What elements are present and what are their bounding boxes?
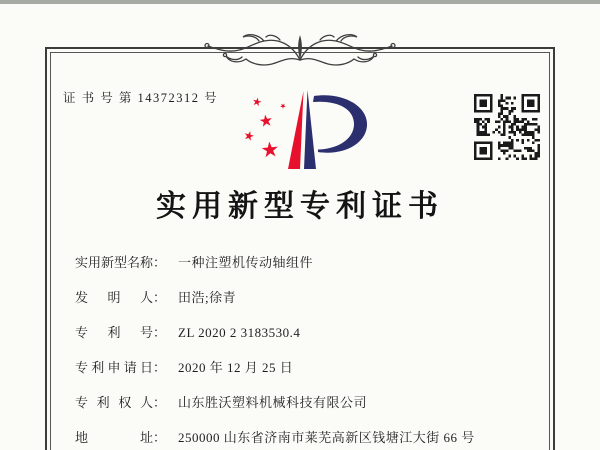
field-value: 250000 山东省济南市莱芜高新区钱塘江大街 66 号 xyxy=(178,430,475,445)
field-label: 专利权人 xyxy=(75,395,153,410)
field-row-patent-no xyxy=(75,326,475,340)
field-row-inventor xyxy=(75,291,475,305)
field-row-name xyxy=(75,256,475,270)
certificate-title: 实用新型专利证书 xyxy=(156,190,444,223)
qr-code xyxy=(474,94,540,160)
field-colon: ： xyxy=(153,360,167,375)
border-flourish-icon xyxy=(194,26,406,68)
field-label: 专利申请日 xyxy=(75,360,153,375)
certificate-fields xyxy=(75,256,475,450)
field-row-patentee xyxy=(75,396,475,410)
field-row-filing-date xyxy=(75,361,475,375)
field-value: 一种注塑机传动轴组件 xyxy=(178,255,314,270)
photo-edge-band xyxy=(0,0,600,4)
cnipa-logo xyxy=(238,85,378,175)
field-value: 田浩;徐青 xyxy=(178,290,237,305)
field-colon: ： xyxy=(153,255,167,270)
field-colon: ： xyxy=(153,325,167,340)
field-label: 地址 xyxy=(75,430,153,445)
field-colon: ： xyxy=(153,395,167,410)
field-label: 发明人 xyxy=(75,290,153,305)
field-value: 山东胜沃塑料机械科技有限公司 xyxy=(178,395,368,410)
field-row-address xyxy=(75,431,475,445)
field-colon: ： xyxy=(153,430,167,445)
field-value: ZL 2020 2 3183530.4 xyxy=(178,325,301,340)
certificate-number: 证 书 号 第 14372312 号 xyxy=(63,91,219,105)
field-label: 实用新型名称 xyxy=(75,255,154,270)
field-label: 专利号 xyxy=(75,325,153,340)
field-value: 2020 年 12 月 25 日 xyxy=(178,360,294,375)
field-colon: ： xyxy=(153,290,167,305)
